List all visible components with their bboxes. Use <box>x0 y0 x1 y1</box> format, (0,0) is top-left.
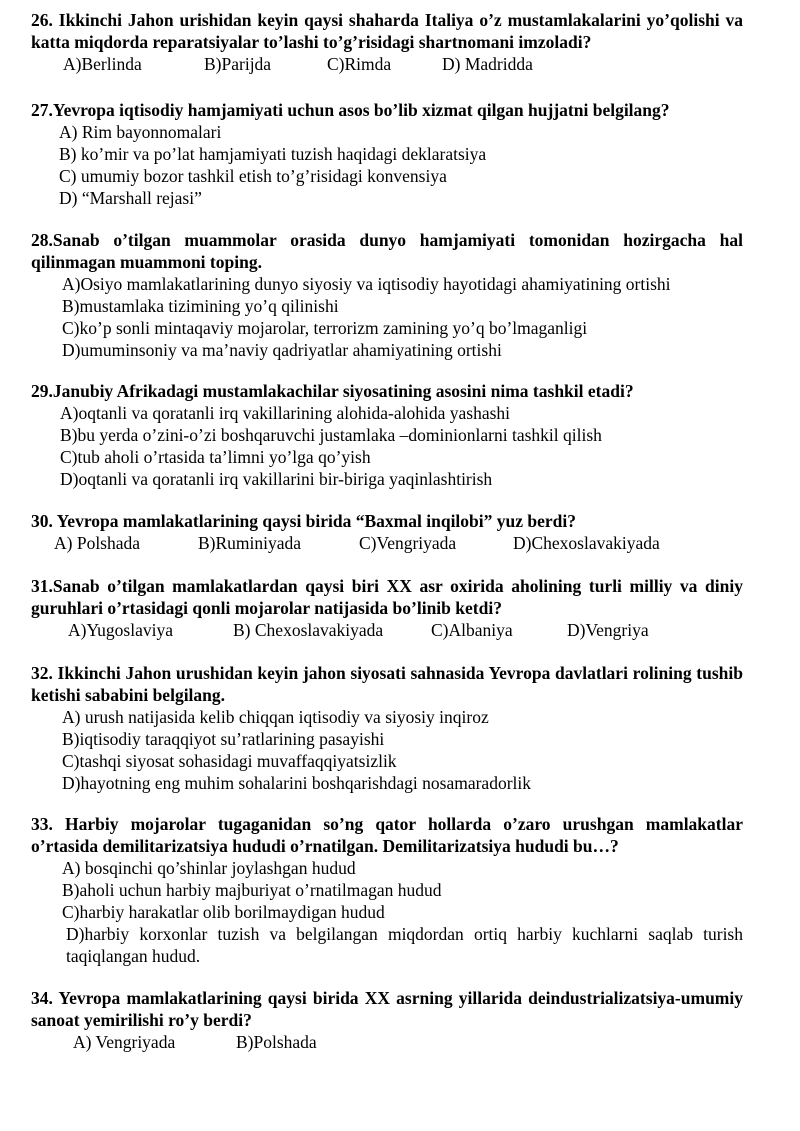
option-b: B)bu yerda o’zini-o’zi boshqaruvchi justamlaka –dominionlarni tashkil qilish <box>60 425 602 445</box>
option-a: A) Polshada <box>54 533 141 553</box>
question-text: 30. Yevropa mamlakatlarining qaysi birida “Baxmal inqilobi” yuz berdi? <box>31 511 577 531</box>
option-b: B)Polshada <box>236 1032 317 1052</box>
option-c: C)Albaniya <box>431 620 513 640</box>
question-29 <box>31 380 743 490</box>
option-d: D)oqtanli va qoratanli irq vakillarini bir-biriga yaqinlashtirish <box>60 469 493 489</box>
question-text: 31.Sanab o’tilgan mamlakatlardan qaysi biri XX asr oxirida aholining turli milliy va diniy guruhlari o’rtasidagi qonli mojarolar natijasida bo’linib ketdi? <box>31 576 743 618</box>
question-32 <box>31 662 743 794</box>
options-row <box>31 1031 743 1053</box>
option-a: A) Rim bayonnomalari <box>59 122 222 142</box>
question-text: 33. Harbiy mojarolar tugaganidan so’ng qator hollarda o’zaro urushgan mamlakatlar o’rtasida demilitarizatsiya hududi o’rnatilgan. Demilitarizatsiya hududi bu…? <box>31 814 743 856</box>
option-d: D)hayotning eng muhim sohalarini boshqarishdagi nosamaradorlik <box>62 773 532 793</box>
option-d: D)harbiy korxonlar tuzish va belgilangan miqdordan ortiq harbiy kuchlarni saqlab turish taqiqlangan hudud. <box>66 924 743 966</box>
option-a: A) bosqinchi qo’shinlar joylashgan hudud <box>62 858 356 878</box>
option-a: A) urush natijasida kelib chiqqan iqtisodiy va siyosiy inqiroz <box>62 707 489 727</box>
option-c: C)tashqi siyosat sohasidagi muvaffaqqiyatsizlik <box>62 751 397 771</box>
options-row <box>31 532 743 554</box>
option-b: B) Chexoslavakiyada <box>233 620 384 640</box>
option-c: C)harbiy harakatlar olib borilmaydigan hudud <box>62 902 385 922</box>
question-31 <box>31 575 743 641</box>
question-text: 32. Ikkinchi Jahon urushidan keyin jahon siyosati sahnasida Yevropa davlatlari rolining tushib ketishi sababini belgilang. <box>31 663 743 705</box>
option-d: D) “Marshall rejasi” <box>59 188 202 208</box>
question-34 <box>31 987 743 1053</box>
option-d: D) Madridda <box>442 54 533 74</box>
question-33 <box>31 813 743 967</box>
question-text: 27.Yevropa iqtisodiy hamjamiyati uchun asos bo’lib xizmat qilgan hujjatni belgilang? <box>31 100 670 120</box>
question-30 <box>31 510 743 554</box>
option-b: B) ko’mir va po’lat hamjamiyati tuzish haqidagi deklaratsiya <box>59 144 487 164</box>
option-c: C)tub aholi o’rtasida ta’limni yo’lga qo’yish <box>60 447 371 467</box>
question-26 <box>31 9 743 75</box>
options-row <box>31 53 743 75</box>
option-b: B)Ruminiyada <box>198 533 302 553</box>
option-a: A)Berlinda <box>63 54 142 74</box>
option-d: D)Vengriya <box>567 620 649 640</box>
option-c: C)Vengriyada <box>359 533 457 553</box>
option-d: D)umuminsoniy va ma’naviy qadriyatlar ahamiyatining ortishi <box>62 340 502 360</box>
question-text: 26. Ikkinchi Jahon urishidan keyin qaysi shaharda Italiya o’z mustamlakalarini yo’qolishi va katta miqdorda reparatsiyalar to’lashi to’g’risidagi shartnomani imzoladi? <box>31 10 743 52</box>
question-28 <box>31 229 743 361</box>
option-c: C) umumiy bozor tashkil etish to’g’risidagi konvensiya <box>59 166 447 186</box>
question-text: 34. Yevropa mamlakatlarining qaysi birida XX asrning yillarida deindustrializatsiya-umumiy sanoat yemirilishi ro’y berdi? <box>31 988 743 1030</box>
option-d: D)Chexoslavakiyada <box>513 533 660 553</box>
option-a: A) Vengriyada <box>73 1032 176 1052</box>
option-c: C)ko’p sonli mintaqaviy mojarolar, terrorizm zamining yo’q bo’lmaganligi <box>62 318 588 338</box>
question-text: 28.Sanab o’tilgan muammolar orasida dunyo hamjamiyati tomonidan hozirgacha hal qilinmagan muammoni toping. <box>31 230 743 272</box>
option-a: A)Osiyo mamlakatlarining dunyo siyosiy va iqtisodiy hayotidagi ahamiyatining ortishi <box>62 274 671 294</box>
question-27 <box>31 99 743 209</box>
option-a: A)oqtanli va qoratanli irq vakillarining alohida-alohida yashashi <box>60 403 511 423</box>
option-b: B)Parijda <box>204 54 272 74</box>
option-a: A)Yugoslaviya <box>68 620 173 640</box>
options-row <box>31 619 743 641</box>
option-b: B)mustamlaka tizimining yo’q qilinishi <box>62 296 339 316</box>
option-b: B)aholi uchun harbiy majburiyat o’rnatilmagan hudud <box>62 880 442 900</box>
option-b: B)iqtisodiy taraqqiyot su’ratlarining pasayishi <box>62 729 385 749</box>
option-c: C)Rimda <box>327 54 392 74</box>
question-text: 29.Janubiy Afrikadagi mustamlakachilar siyosatining asosini nima tashkil etadi? <box>31 381 634 401</box>
